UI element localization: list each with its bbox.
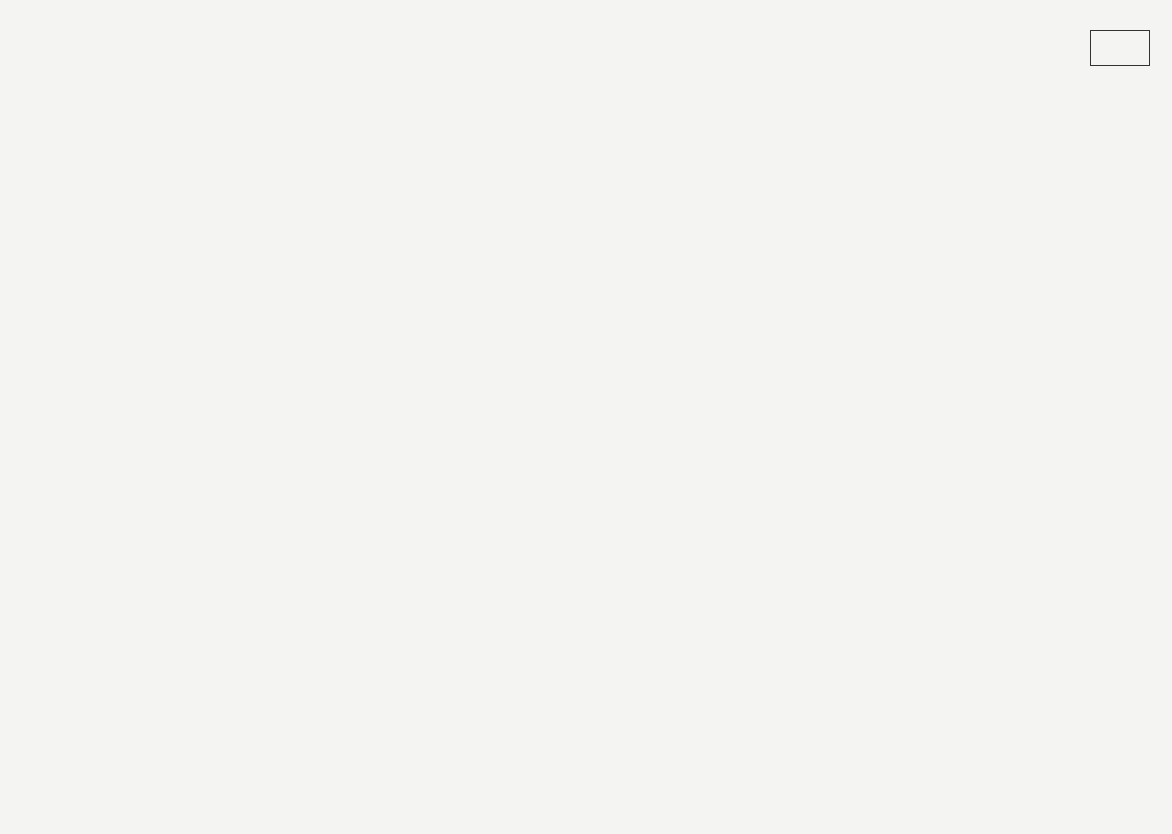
footer-abbreviations	[8, 786, 1160, 826]
